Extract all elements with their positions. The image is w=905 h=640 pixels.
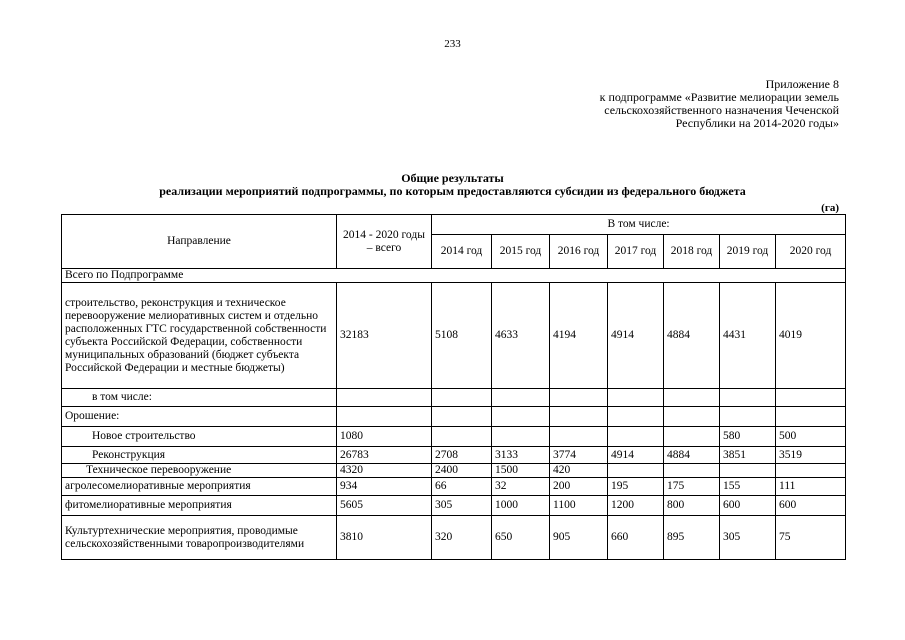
header-year: 2016 год: [550, 235, 608, 269]
table-cell: 800: [664, 496, 720, 516]
table-cell: [664, 464, 720, 478]
table-row: [62, 478, 846, 496]
table-cell: 600: [776, 496, 846, 516]
table-cell: 5605: [337, 496, 432, 516]
table-row: [62, 496, 846, 516]
table-cell: 195: [608, 478, 664, 496]
table-cell: [608, 464, 664, 478]
table-cell: 905: [550, 516, 608, 560]
table-cell: [492, 427, 550, 447]
table-row: [62, 283, 846, 389]
header-total: 2014 - 2020 годы – всего: [337, 215, 432, 269]
results-table: [61, 214, 846, 560]
table-cell: 500: [776, 427, 846, 447]
table-cell: 660: [608, 516, 664, 560]
table-cell: 66: [432, 478, 492, 496]
table-cell: 26783: [337, 447, 432, 464]
table-cell: 32183: [337, 283, 432, 389]
table-cell: [432, 427, 492, 447]
table-cell: 580: [720, 427, 776, 447]
table-cell: 2708: [432, 447, 492, 464]
table-row: [62, 269, 846, 283]
document-title: [0, 172, 905, 198]
appendix-header: [600, 78, 839, 130]
table-row: [62, 427, 846, 447]
header-direction: Направление: [62, 215, 337, 269]
table-cell: 4633: [492, 283, 550, 389]
table-cell: 4914: [608, 283, 664, 389]
unit-label: (га): [821, 202, 839, 214]
table-cell: [664, 427, 720, 447]
table-cell: 1500: [492, 464, 550, 478]
header-year: 2017 год: [608, 235, 664, 269]
table-cell: [608, 427, 664, 447]
title-line: Общие результаты: [401, 171, 504, 185]
table-cell: 3774: [550, 447, 608, 464]
appendix-line: сельскохозяйственного назначения Чеченской: [604, 103, 839, 117]
table-cell: 4320: [337, 464, 432, 478]
table-cell: 4019: [776, 283, 846, 389]
table-cell: 2400: [432, 464, 492, 478]
table-cell: 3519: [776, 447, 846, 464]
table-cell: [776, 464, 846, 478]
table-cell: 1080: [337, 427, 432, 447]
row-label: строительство, реконструкция и техническое перевооружение мелиоративных систем и отдельно расположенных ГТС государственной собственности субъекта Российской Федерации, собственности муниципальных образований (бюджет субъекта Российской Федерации и местные бюджеты): [62, 283, 337, 389]
table-cell: 111: [776, 478, 846, 496]
table-cell: 600: [720, 496, 776, 516]
table-cell: 1000: [492, 496, 550, 516]
header-year: 2015 год: [492, 235, 550, 269]
table-cell: 3133: [492, 447, 550, 464]
page-number: 233: [444, 38, 461, 50]
row-label: Культуртехнические мероприятия, проводимые сельскохозяйственными товаропроизводителями: [62, 516, 337, 560]
row-label: Новое строительство: [62, 427, 337, 447]
appendix-line: Приложение 8: [765, 77, 839, 91]
table-cell: 4884: [664, 447, 720, 464]
table-row: [62, 389, 846, 407]
table-cell: 4914: [608, 447, 664, 464]
table-cell: 934: [337, 478, 432, 496]
table-cell: 650: [492, 516, 550, 560]
table-cell: [550, 427, 608, 447]
table-cell: 155: [720, 478, 776, 496]
row-label: в том числе:: [62, 389, 337, 407]
row-label: Всего по Подпрограмме: [62, 269, 846, 283]
table-row: [62, 464, 846, 478]
table-cell: 1200: [608, 496, 664, 516]
table-cell: 420: [550, 464, 608, 478]
header-year: 2014 год: [432, 235, 492, 269]
header-year: 2020 год: [776, 235, 846, 269]
table-cell: 175: [664, 478, 720, 496]
table-cell: [720, 464, 776, 478]
table-cell: 3810: [337, 516, 432, 560]
table-cell: 4884: [664, 283, 720, 389]
table-row: [62, 447, 846, 464]
table-cell: 305: [720, 516, 776, 560]
table-cell: 75: [776, 516, 846, 560]
table-cell: 200: [550, 478, 608, 496]
table-row: [62, 516, 846, 560]
table-row: [62, 407, 846, 427]
row-label: Реконструкция: [62, 447, 337, 464]
row-label: Орошение:: [62, 407, 337, 427]
table-cell: 305: [432, 496, 492, 516]
table-cell: 32: [492, 478, 550, 496]
table-cell: 895: [664, 516, 720, 560]
table-cell: 3851: [720, 447, 776, 464]
row-label: агролесомелиоративные мероприятия: [62, 478, 337, 496]
header-year: 2019 год: [720, 235, 776, 269]
appendix-line: Республики на 2014-2020 годы»: [675, 116, 839, 130]
header-including: В том числе:: [432, 215, 846, 235]
table-cell: 320: [432, 516, 492, 560]
table-cell: 4194: [550, 283, 608, 389]
table-cell: 4431: [720, 283, 776, 389]
table-cell: 5108: [432, 283, 492, 389]
title-line: реализации мероприятий подпрограммы, по которым предоставляются субсидии из федерального бюджета: [159, 184, 746, 198]
header-year: 2018 год: [664, 235, 720, 269]
appendix-line: к подпрограмме «Развитие мелиорации земель: [599, 90, 839, 104]
table-cell: 1100: [550, 496, 608, 516]
row-label: Техническое перевооружение: [62, 464, 337, 478]
row-label: фитомелиоративные мероприятия: [62, 496, 337, 516]
